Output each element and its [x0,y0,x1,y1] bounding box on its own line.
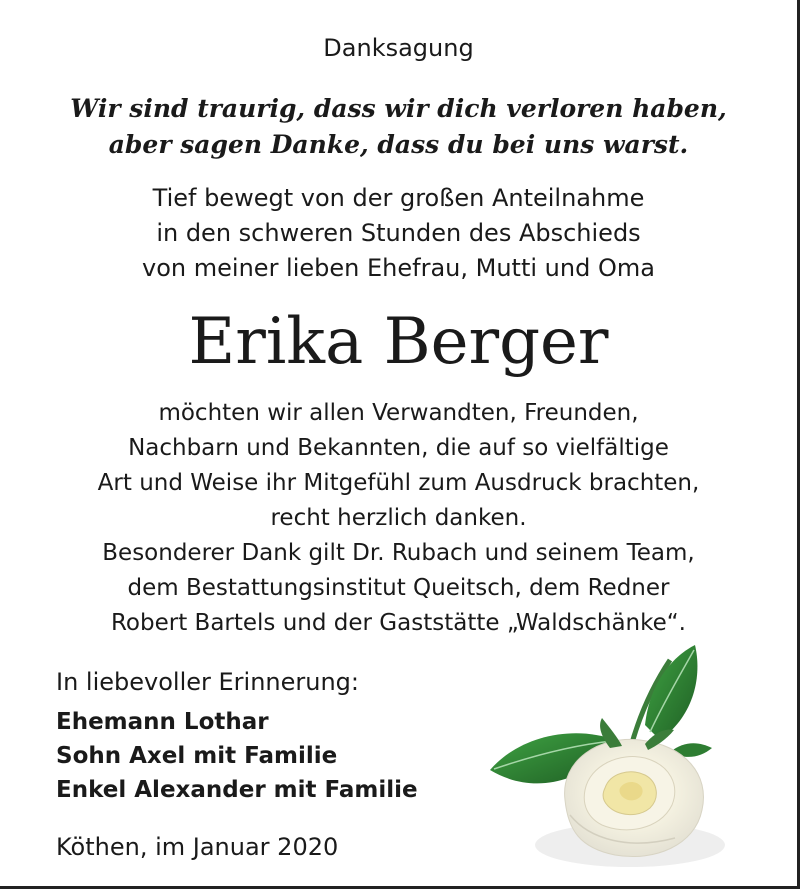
thanks-text [0,396,797,536]
family-member: Sohn Axel mit Familie [56,743,338,769]
thanks-line: Art und Weise ihr Mitgefühl zum Ausdruck brachten, [97,470,700,496]
motto-line: Wir sind traurig, dass wir dich verloren haben, [70,94,727,123]
memory-label: In liebevoller Erinnerung: [56,668,359,696]
special-thanks-line: Robert Bartels und der Gaststätte „Waldschänke“. [110,610,686,636]
family-member: Enkel Alexander mit Familie [56,777,418,803]
thanks-line: möchten wir allen Verwandten, Freunden, [158,400,639,426]
motto [0,91,797,163]
family-member: Ehemann Lothar [56,709,269,735]
special-thanks-text [0,536,797,641]
intro-line: Tief bewegt von der großen Anteilnahme [152,184,645,212]
family-list [56,705,418,807]
deceased-name: Erika Berger [188,305,609,379]
thanks-line: Nachbarn und Bekannten, die auf so vielfältige [128,435,669,461]
intro-line: in den schweren Stunden des Abschieds [156,219,641,247]
white-rose-icon [480,640,730,875]
thanks-line: recht herzlich danken. [270,505,527,531]
heading: Danksagung [323,34,474,62]
place-date: Köthen, im Januar 2020 [56,833,339,861]
motto-line: aber sagen Danke, dass du bei uns warst. [108,130,689,159]
intro-line: von meiner lieben Ehefrau, Mutti und Oma [142,254,655,282]
special-thanks-line: Besonderer Dank gilt Dr. Rubach und seinem Team, [102,540,695,566]
special-thanks-line: dem Bestattungsinstitut Queitsch, dem Redner [127,575,670,601]
intro-text [0,181,797,286]
